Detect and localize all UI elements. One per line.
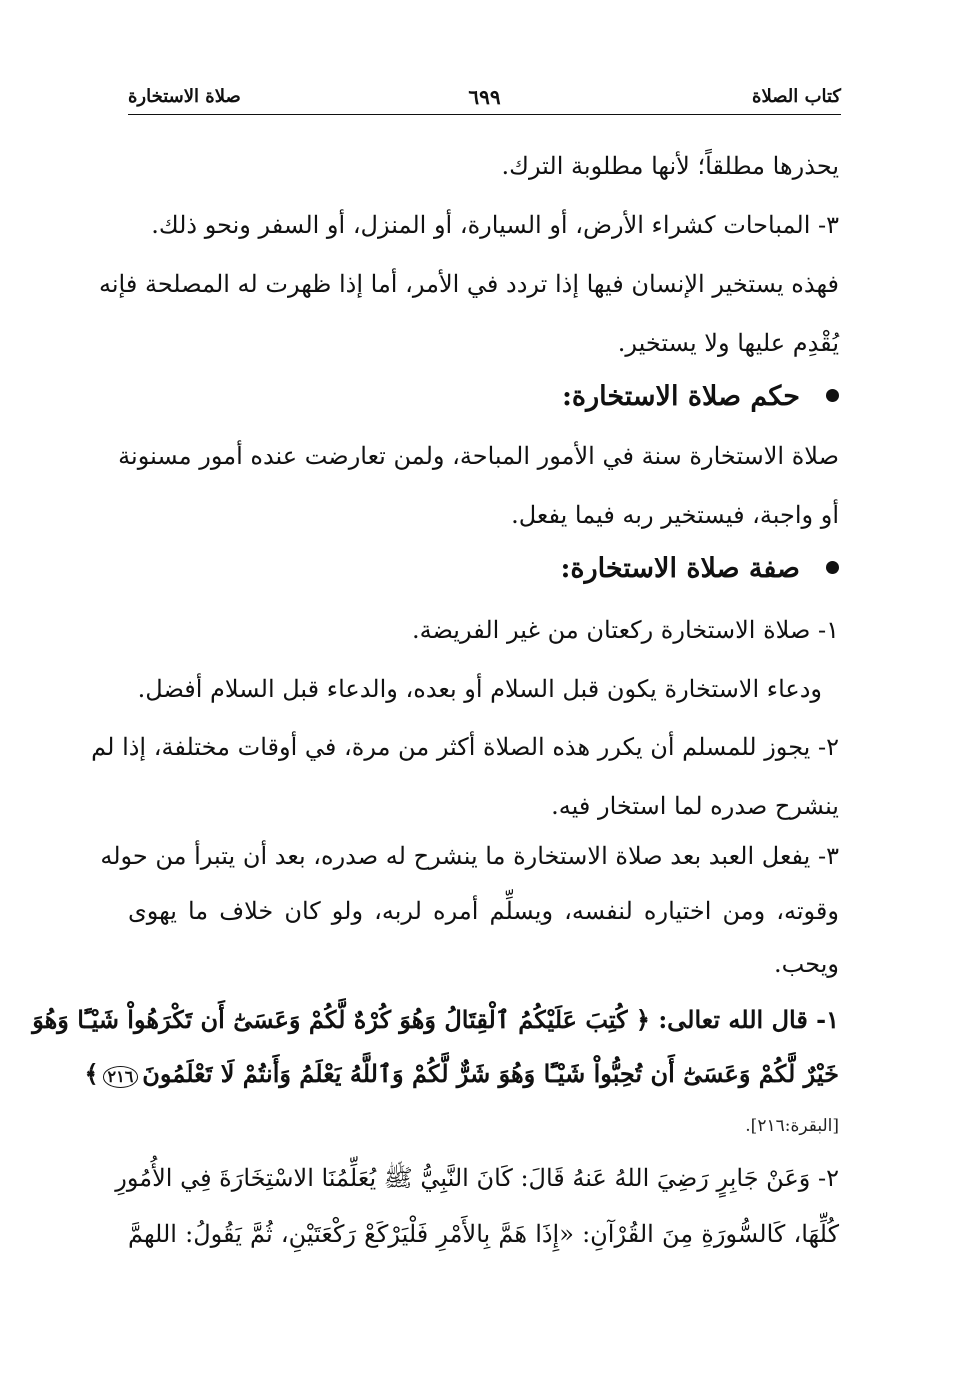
hadith-line: كُلِّهَا، كَالسُّورَةِ مِنَ القُرْآنِ: «إِذَا هَمَّ بِالأَمْرِ فَلْيَرْكَعْ رَكْعَتَيْنِ، ثُمَّ يَقُولُ: اللهمَّ bbox=[128, 1220, 839, 1248]
text-line: ويحب. bbox=[774, 950, 839, 978]
verse-citation: [البقرة:٢١٦]. bbox=[745, 1116, 839, 1136]
text-line: يحذرها مطلقاً؛ لأنها مطلوبة الترك. bbox=[501, 152, 839, 180]
bullet-icon bbox=[826, 389, 839, 402]
list-item-2: ٢- يجوز للمسلم أن يكرر هذه الصلاة أكثر من مرة، في أوقات مختلفة، إذا لم bbox=[91, 733, 839, 761]
text-line: ينشرح صدره لما استخار فيه. bbox=[551, 792, 839, 820]
list-item-3b: ٣- يفعل العبد بعد صلاة الاستخارة ما ينشرح له صدره، بعد أن يتبرأ من حوله bbox=[100, 842, 839, 870]
section-heading-text: حكم صلاة الاستخارة: bbox=[561, 381, 800, 412]
ayah-number-icon: ٢١٦ bbox=[103, 1066, 139, 1088]
text-line: أو واجبة، فيستخير ربه فيما يفعل. bbox=[511, 501, 839, 529]
section-heading-description bbox=[560, 553, 839, 585]
list-item-3: ٣- المباحات كشراء الأرض، أو السيارة، أو المنزل، أو السفر ونحو ذلك. bbox=[151, 211, 839, 239]
section-heading-ruling bbox=[562, 381, 839, 413]
bullet-icon bbox=[826, 561, 839, 574]
book-title: كتاب الصلاة bbox=[752, 86, 841, 107]
text-line: يُقْدِم عليها ولا يستخير. bbox=[617, 329, 839, 357]
text-line: فهذه يستخير الإنسان فيها إذا تردد في الأمر، أما إذا ظهرت له المصلحة فإنه bbox=[98, 270, 839, 298]
quran-verse-line: ١- قال الله تعالى: ﴿ كُتِبَ عَلَيْكُمُ ٱلْقِتَالُ وَهُوَ كُرْهٌ لَّكُمْ وَعَسَىٰٓ أَن تَكْرَهُواْ شَيْـًٔا وَهُوَ bbox=[32, 1005, 839, 1034]
list-item-1: ١- صلاة الاستخارة ركعتان من غير الفريضة. bbox=[411, 616, 839, 644]
chapter-title: صلاة الاستخارة bbox=[128, 86, 241, 107]
verse-close-bracket: ﴾ bbox=[84, 1059, 99, 1088]
hadith-line: ٢- وَعَنْ جَابِرٍ رَضِيَ اللهُ عَنهُ قَالَ: كَانَ النَّبِيُّ ﷺ يُعَلِّمُنَا الاسْتِخَارَةَ فِي الأُمُورِ bbox=[115, 1164, 839, 1192]
text-line: وقوته، ومن اختياره لنفسه، ويسلِّم أمره لربه، ولو كان خلاف ما يهوى bbox=[128, 897, 839, 925]
text-line: صلاة الاستخارة سنة في الأمور المباحة، ولمن تعارضت عنده أمور مسنونة bbox=[118, 442, 839, 470]
text-line: ودعاء الاستخارة يكون قبل السلام أو بعده، والدعاء قبل السلام أفضل. bbox=[137, 675, 822, 703]
section-heading-text: صفة صلاة الاستخارة: bbox=[560, 553, 800, 584]
page-number: ٦٩٩ bbox=[468, 85, 501, 109]
quran-verse-line bbox=[84, 1058, 839, 1090]
quran-verse-text: خَيْرٌ لَّكُمْ وَعَسَىٰٓ أَن تُحِبُّواْ شَيْـًٔا وَهُوَ شَرٌّ لَّكُمْ وَٱللَّهُ يَعْلَمُ وَأَنتُمْ لَا تَعْلَمُونَ bbox=[142, 1059, 839, 1088]
